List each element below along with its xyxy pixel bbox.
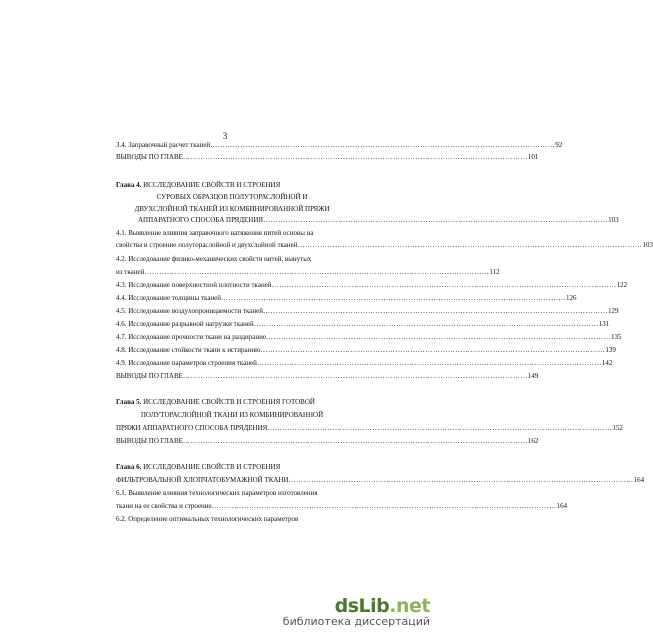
toc-entry[interactable]: ВЫВОДЫ ПО ГЛАВЕ ………………………………………………………………………………………………………………………… 101 [116, 153, 348, 162]
toc-entry[interactable]: 4.6. Исследование разрывной нагрузки тканей ………………………………………………………………………………………………………………………… 131 [116, 320, 348, 329]
toc-entry[interactable]: ФИЛЬТРОВАЛЬНОЙ ХЛОПЧАТОБУМАЖНОЙ ТКАНИ ………………………………………………………………………………………………………………………… 164 [116, 476, 348, 485]
page-number: 3 [222, 131, 228, 141]
chapter-heading: Глава 6. ИССЛЕДОВАНИЕ СВОЙСТВ И СТРОЕНИЯ [116, 463, 281, 471]
dslib-logo: dsLib.net [334, 595, 430, 617]
chapter-heading-line: ДВУХСЛОЙНОЙ ТКАНЕЙ ИЗ КОМБИНИРОВАННОЙ ПРЯЖИ [134, 205, 330, 213]
toc-entry[interactable]: из тканей ………………………………………………………………………………………………………………………… 112 [116, 268, 348, 277]
toc-entry[interactable]: 4.5. Исследование воздухопроницаемости тканей ………………………………………………………………………………………………………………………… 129 [116, 307, 348, 316]
chapter-heading: Глава 4. ИССЛЕДОВАНИЕ СВОЙСТВ И СТРОЕНИЯ [116, 181, 281, 189]
dslib-watermark [283, 595, 430, 628]
toc-entry[interactable]: ВЫВОДЫ ПО ГЛАВЕ ………………………………………………………………………………………………………………………… 162 [116, 437, 348, 446]
chapter-heading-line: СУРОВЫХ ОБРАЗЦОВ ПОЛУТОРАСЛОЙНОЙ И [156, 193, 308, 201]
toc-entry[interactable]: 4.3. Исследование поверхностной плотности тканей ………………………………………………………………………………………………………………………… 122 [116, 281, 348, 290]
watermark-subtitle: библиотека диссертаций [282, 615, 430, 628]
chapter-heading: Глава 5. ИССЛЕДОВАНИЕ СВОЙСТВ И СТРОЕНИЯ ГОТОВОЙ [116, 398, 315, 406]
toc-entry[interactable]: свойства и строение полутораслойной и двухслойной тканей ………………………………………………………………………………………………………………………… 103 [116, 241, 348, 250]
toc-entry[interactable]: ткани на ее свойства и строение ………………………………………………………………………………………………………………………… 164 [116, 502, 348, 511]
toc-entry[interactable]: ПРЯЖИ АППАРАТНОГО СПОСОБА ПРЯДЕНИЯ ………………………………………………………………………………………………………………………… 152 [116, 424, 348, 433]
toc-entry-line: 4.2. Исследование физико-механических свойств нитей, вынутых [116, 255, 312, 263]
toc-entry-line: 6.2. Определение оптимальных технологических параметров [116, 515, 299, 523]
toc-entry[interactable]: 4.9. Исследование параметров строения тканей ………………………………………………………………………………………………………………………… 142 [116, 359, 348, 368]
chapter-heading-line: ПОЛУТОРАСЛОЙНОЙ ТКАНИ ИЗ КОМБИНИРОВАННОЙ [140, 411, 324, 419]
toc-entry[interactable]: 4.8. Исследование стойкости ткани к истиранию ………………………………………………………………………………………………………………………… 139 [116, 346, 348, 355]
toc-entry[interactable]: 4.7. Исследование прочности ткани на раздирание ………………………………………………………………………………………………………………………… 135 [116, 333, 348, 342]
toc-entry-line: 4.1. Выявление влияния заправочного натяжения нитей основы на [116, 229, 314, 237]
toc-entry[interactable]: 4.4. Исследование толщины тканей ………………………………………………………………………………………………………………………… 126 [116, 294, 348, 303]
toc-entry-line: 6.1. Выявление влияния технологических параметров изготовления [116, 489, 318, 497]
toc-entry[interactable]: 3.4. Заправочный расчет тканей ………………………………………………………………………………………………………………………… 92 [116, 141, 348, 150]
toc-entry[interactable]: ВЫВОДЫ ПО ГЛАВЕ ………………………………………………………………………………………………………………………… 149 [116, 372, 348, 381]
toc-entry[interactable]: АППАРАТНОГО СПОСОБА ПРЯДЕНИЯ ………………………………………………………………………………………………………………………… 103 [116, 216, 348, 225]
